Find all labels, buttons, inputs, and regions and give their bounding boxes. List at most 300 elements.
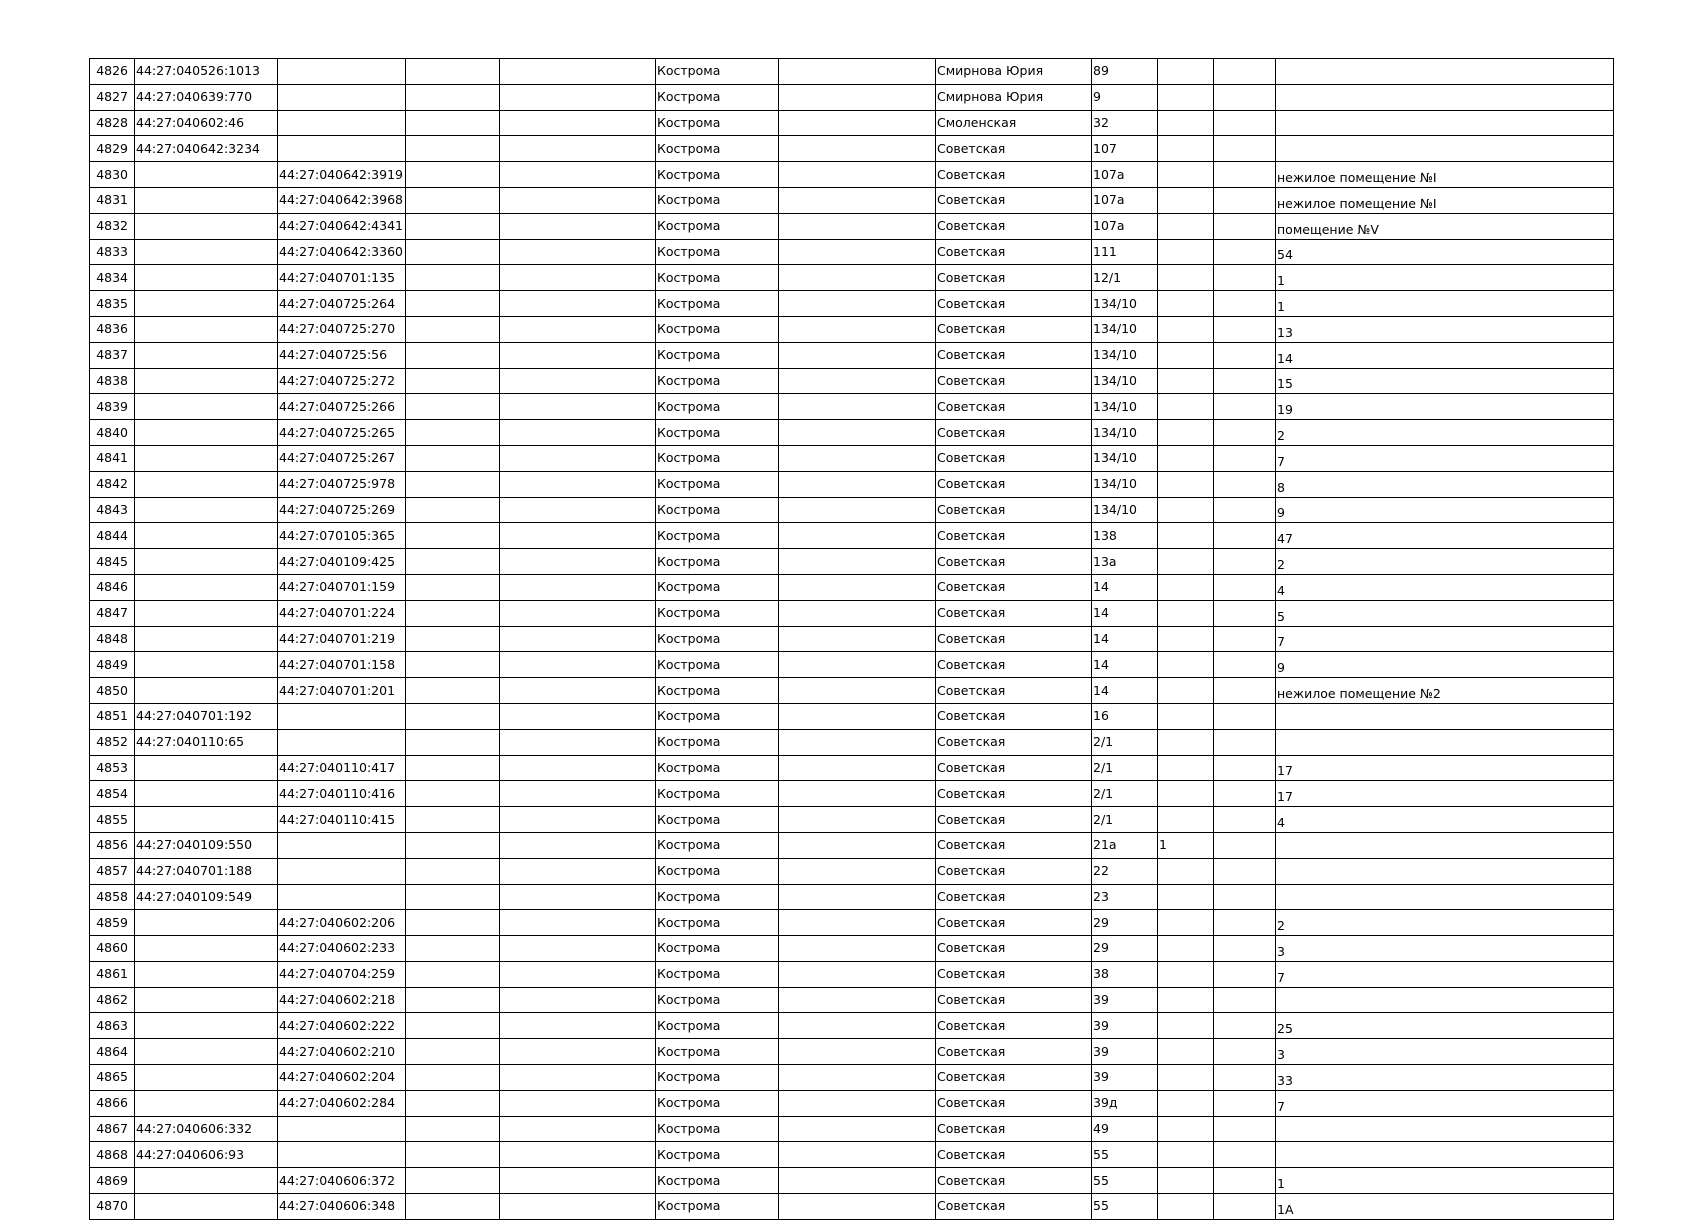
street-cell: Советская <box>936 291 1092 317</box>
table-row <box>90 265 1614 291</box>
building-cell <box>1158 626 1214 652</box>
cadastral-number-land <box>135 394 278 420</box>
building-cell <box>1158 652 1214 678</box>
empty-cell <box>1214 781 1276 807</box>
empty-cell <box>500 368 656 394</box>
house-cell: 13а <box>1092 549 1158 575</box>
table-row <box>90 884 1614 910</box>
premises-cell <box>1276 832 1614 858</box>
city-cell: Кострома <box>656 291 779 317</box>
building-cell <box>1158 858 1214 884</box>
cadastral-number-land <box>135 523 278 549</box>
cadastral-number-land <box>135 1194 278 1220</box>
empty-cell <box>1214 497 1276 523</box>
table-row <box>90 368 1614 394</box>
row-number: 4855 <box>90 807 135 833</box>
table-row <box>90 961 1614 987</box>
street-cell: Смирнова Юрия <box>936 59 1092 85</box>
row-number: 4834 <box>90 265 135 291</box>
house-cell: 134/10 <box>1092 368 1158 394</box>
empty-cell <box>406 1142 500 1168</box>
empty-cell <box>779 678 936 704</box>
house-cell: 134/10 <box>1092 420 1158 446</box>
table-row <box>90 187 1614 213</box>
row-number: 4832 <box>90 213 135 239</box>
cadastral-number-land: 44:27:040109:550 <box>135 832 278 858</box>
empty-cell <box>406 162 500 188</box>
row-number: 4861 <box>90 961 135 987</box>
empty-cell <box>1214 574 1276 600</box>
city-cell: Кострома <box>656 936 779 962</box>
house-cell: 22 <box>1092 858 1158 884</box>
city-cell: Кострома <box>656 523 779 549</box>
empty-cell <box>1214 445 1276 471</box>
city-cell: Кострома <box>656 755 779 781</box>
premises-cell: 47 <box>1276 523 1614 549</box>
table-row <box>90 394 1614 420</box>
empty-cell <box>406 523 500 549</box>
empty-cell <box>1214 291 1276 317</box>
empty-cell <box>1214 316 1276 342</box>
cadastral-number-land <box>135 445 278 471</box>
empty-cell <box>406 961 500 987</box>
cadastral-number-object: 44:27:040725:978 <box>278 471 406 497</box>
cadastral-number-object: 44:27:040110:417 <box>278 755 406 781</box>
table-row <box>90 936 1614 962</box>
empty-cell <box>1214 961 1276 987</box>
city-cell: Кострома <box>656 420 779 446</box>
building-cell <box>1158 1013 1214 1039</box>
cadastral-number-land: 44:27:040526:1013 <box>135 59 278 85</box>
empty-cell <box>406 1194 500 1220</box>
table-row <box>90 213 1614 239</box>
building-cell <box>1158 1039 1214 1065</box>
house-cell: 2/1 <box>1092 729 1158 755</box>
row-number: 4839 <box>90 394 135 420</box>
street-cell: Советская <box>936 781 1092 807</box>
empty-cell <box>779 523 936 549</box>
house-cell: 29 <box>1092 910 1158 936</box>
premises-cell: 1А <box>1276 1194 1614 1220</box>
row-number: 4851 <box>90 703 135 729</box>
house-cell: 134/10 <box>1092 342 1158 368</box>
empty-cell <box>1214 136 1276 162</box>
empty-cell <box>406 394 500 420</box>
table-row <box>90 703 1614 729</box>
empty-cell <box>500 342 656 368</box>
row-number: 4826 <box>90 59 135 85</box>
street-cell: Советская <box>936 549 1092 575</box>
cadastral-number-object: 44:27:040642:3968 <box>278 187 406 213</box>
house-cell: 23 <box>1092 884 1158 910</box>
empty-cell <box>406 265 500 291</box>
cadastral-number-object: 44:27:040725:265 <box>278 420 406 446</box>
premises-cell: 19 <box>1276 394 1614 420</box>
house-cell: 39 <box>1092 1065 1158 1091</box>
register-body <box>90 59 1614 1220</box>
cadastral-number-object: 44:27:040642:3360 <box>278 239 406 265</box>
premises-cell: 1 <box>1276 265 1614 291</box>
empty-cell <box>500 265 656 291</box>
empty-cell <box>779 420 936 446</box>
cadastral-number-land <box>135 291 278 317</box>
row-number: 4864 <box>90 1039 135 1065</box>
table-row <box>90 600 1614 626</box>
building-cell <box>1158 1142 1214 1168</box>
row-number: 4843 <box>90 497 135 523</box>
city-cell: Кострома <box>656 781 779 807</box>
cadastral-number-object: 44:27:040725:264 <box>278 291 406 317</box>
house-cell: 134/10 <box>1092 471 1158 497</box>
city-cell: Кострома <box>656 136 779 162</box>
cadastral-number-object: 44:27:040110:416 <box>278 781 406 807</box>
cadastral-number-object: 44:27:040701:224 <box>278 600 406 626</box>
premises-cell: 17 <box>1276 755 1614 781</box>
table-row <box>90 84 1614 110</box>
table-row <box>90 1065 1614 1091</box>
street-cell: Советская <box>936 316 1092 342</box>
empty-cell <box>500 807 656 833</box>
empty-cell <box>500 987 656 1013</box>
city-cell: Кострома <box>656 1065 779 1091</box>
row-number: 4865 <box>90 1065 135 1091</box>
row-number: 4827 <box>90 84 135 110</box>
house-cell: 134/10 <box>1092 497 1158 523</box>
street-cell: Советская <box>936 1142 1092 1168</box>
empty-cell <box>779 910 936 936</box>
empty-cell <box>500 936 656 962</box>
cadastral-number-object <box>278 858 406 884</box>
empty-cell <box>406 678 500 704</box>
empty-cell <box>1214 187 1276 213</box>
premises-cell: 2 <box>1276 549 1614 575</box>
premises-cell: 4 <box>1276 807 1614 833</box>
document-page <box>89 58 1613 1220</box>
cadastral-number-object: 44:27:040701:219 <box>278 626 406 652</box>
empty-cell <box>1214 910 1276 936</box>
table-row <box>90 1013 1614 1039</box>
cadastral-number-object: 44:27:040701:201 <box>278 678 406 704</box>
empty-cell <box>406 291 500 317</box>
street-cell: Советская <box>936 1168 1092 1194</box>
empty-cell <box>779 858 936 884</box>
empty-cell <box>1214 832 1276 858</box>
row-number: 4860 <box>90 936 135 962</box>
cadastral-number-object: 44:27:040602:284 <box>278 1090 406 1116</box>
empty-cell <box>1214 807 1276 833</box>
empty-cell <box>779 110 936 136</box>
city-cell: Кострома <box>656 445 779 471</box>
street-cell: Советская <box>936 471 1092 497</box>
empty-cell <box>1214 729 1276 755</box>
premises-cell: 15 <box>1276 368 1614 394</box>
empty-cell <box>500 523 656 549</box>
cadastral-number-object <box>278 832 406 858</box>
empty-cell <box>1214 987 1276 1013</box>
empty-cell <box>500 1013 656 1039</box>
premises-cell <box>1276 1116 1614 1142</box>
premises-cell: 9 <box>1276 652 1614 678</box>
empty-cell <box>779 368 936 394</box>
building-cell <box>1158 239 1214 265</box>
cadastral-number-object <box>278 1116 406 1142</box>
cadastral-number-object <box>278 59 406 85</box>
cadastral-number-object: 44:27:040602:206 <box>278 910 406 936</box>
row-number: 4852 <box>90 729 135 755</box>
street-cell: Советская <box>936 497 1092 523</box>
house-cell: 29 <box>1092 936 1158 962</box>
cadastral-number-object <box>278 884 406 910</box>
empty-cell <box>406 549 500 575</box>
cadastral-number-object: 44:27:040606:372 <box>278 1168 406 1194</box>
empty-cell <box>500 239 656 265</box>
cadastral-number-land <box>135 1065 278 1091</box>
house-cell: 16 <box>1092 703 1158 729</box>
house-cell: 9 <box>1092 84 1158 110</box>
premises-cell: 3 <box>1276 936 1614 962</box>
street-cell: Советская <box>936 187 1092 213</box>
building-cell <box>1158 265 1214 291</box>
city-cell: Кострома <box>656 1168 779 1194</box>
street-cell: Советская <box>936 961 1092 987</box>
cadastral-number-land <box>135 420 278 446</box>
house-cell: 107а <box>1092 162 1158 188</box>
row-number: 4859 <box>90 910 135 936</box>
cadastral-number-land <box>135 626 278 652</box>
building-cell <box>1158 549 1214 575</box>
empty-cell <box>1214 420 1276 446</box>
cadastral-number-land: 44:27:040701:192 <box>135 703 278 729</box>
table-row <box>90 652 1614 678</box>
table-row <box>90 1194 1614 1220</box>
table-row <box>90 626 1614 652</box>
house-cell: 55 <box>1092 1194 1158 1220</box>
house-cell: 14 <box>1092 574 1158 600</box>
empty-cell <box>779 239 936 265</box>
row-number: 4869 <box>90 1168 135 1194</box>
city-cell: Кострома <box>656 961 779 987</box>
building-cell <box>1158 342 1214 368</box>
street-cell: Советская <box>936 265 1092 291</box>
city-cell: Кострома <box>656 239 779 265</box>
empty-cell <box>500 187 656 213</box>
street-cell: Советская <box>936 729 1092 755</box>
house-cell: 111 <box>1092 239 1158 265</box>
empty-cell <box>500 471 656 497</box>
empty-cell <box>500 729 656 755</box>
cadastral-number-object: 44:27:070105:365 <box>278 523 406 549</box>
table-row <box>90 162 1614 188</box>
empty-cell <box>779 1039 936 1065</box>
cadastral-number-object: 44:27:040725:270 <box>278 316 406 342</box>
table-row <box>90 755 1614 781</box>
empty-cell <box>779 84 936 110</box>
cadastral-number-object: 44:27:040642:4341 <box>278 213 406 239</box>
city-cell: Кострома <box>656 807 779 833</box>
city-cell: Кострома <box>656 265 779 291</box>
empty-cell <box>1214 342 1276 368</box>
premises-cell <box>1276 987 1614 1013</box>
empty-cell <box>406 445 500 471</box>
row-number: 4828 <box>90 110 135 136</box>
house-cell: 134/10 <box>1092 394 1158 420</box>
empty-cell <box>1214 1013 1276 1039</box>
empty-cell <box>779 1065 936 1091</box>
empty-cell <box>1214 84 1276 110</box>
street-cell: Советская <box>936 420 1092 446</box>
building-cell <box>1158 420 1214 446</box>
house-cell: 39 <box>1092 987 1158 1013</box>
empty-cell <box>779 342 936 368</box>
empty-cell <box>406 703 500 729</box>
building-cell <box>1158 110 1214 136</box>
cadastral-number-land: 44:27:040639:770 <box>135 84 278 110</box>
empty-cell <box>1214 1039 1276 1065</box>
empty-cell <box>500 497 656 523</box>
house-cell: 2/1 <box>1092 781 1158 807</box>
cadastral-number-land <box>135 368 278 394</box>
empty-cell <box>500 394 656 420</box>
empty-cell <box>1214 1065 1276 1091</box>
empty-cell <box>406 1065 500 1091</box>
building-cell <box>1158 807 1214 833</box>
cadastral-number-land <box>135 162 278 188</box>
city-cell: Кострома <box>656 1194 779 1220</box>
empty-cell <box>779 1168 936 1194</box>
table-row <box>90 497 1614 523</box>
cadastral-number-object: 44:27:040725:267 <box>278 445 406 471</box>
cadastral-number-object: 44:27:040602:210 <box>278 1039 406 1065</box>
empty-cell <box>779 600 936 626</box>
city-cell: Кострома <box>656 59 779 85</box>
premises-cell <box>1276 84 1614 110</box>
city-cell: Кострома <box>656 729 779 755</box>
building-cell <box>1158 910 1214 936</box>
empty-cell <box>779 445 936 471</box>
empty-cell <box>406 368 500 394</box>
premises-cell: 14 <box>1276 342 1614 368</box>
building-cell <box>1158 961 1214 987</box>
row-number: 4849 <box>90 652 135 678</box>
city-cell: Кострома <box>656 549 779 575</box>
cadastral-number-object: 44:27:040642:3919 <box>278 162 406 188</box>
building-cell <box>1158 936 1214 962</box>
empty-cell <box>779 807 936 833</box>
cadastral-number-land <box>135 574 278 600</box>
street-cell: Советская <box>936 394 1092 420</box>
building-cell <box>1158 213 1214 239</box>
premises-cell: 2 <box>1276 910 1614 936</box>
premises-cell: 2 <box>1276 420 1614 446</box>
row-number: 4838 <box>90 368 135 394</box>
premises-cell <box>1276 858 1614 884</box>
street-cell: Советская <box>936 678 1092 704</box>
empty-cell <box>779 652 936 678</box>
cadastral-number-object: 44:27:040602:204 <box>278 1065 406 1091</box>
empty-cell <box>779 549 936 575</box>
empty-cell <box>500 1194 656 1220</box>
table-row <box>90 445 1614 471</box>
table-row <box>90 1168 1614 1194</box>
premises-cell <box>1276 703 1614 729</box>
row-number: 4866 <box>90 1090 135 1116</box>
cadastral-number-land <box>135 678 278 704</box>
empty-cell <box>406 781 500 807</box>
city-cell: Кострома <box>656 187 779 213</box>
cadastral-number-object <box>278 136 406 162</box>
table-row <box>90 987 1614 1013</box>
empty-cell <box>779 187 936 213</box>
empty-cell <box>406 884 500 910</box>
empty-cell <box>1214 1090 1276 1116</box>
house-cell: 14 <box>1092 626 1158 652</box>
table-row <box>90 858 1614 884</box>
empty-cell <box>500 136 656 162</box>
empty-cell <box>500 574 656 600</box>
premises-cell: 4 <box>1276 574 1614 600</box>
empty-cell <box>500 316 656 342</box>
cadastral-number-object <box>278 703 406 729</box>
house-cell: 39 <box>1092 1013 1158 1039</box>
city-cell: Кострома <box>656 858 779 884</box>
house-cell: 2/1 <box>1092 755 1158 781</box>
premises-cell <box>1276 729 1614 755</box>
city-cell: Кострома <box>656 213 779 239</box>
row-number: 4867 <box>90 1116 135 1142</box>
premises-cell <box>1276 110 1614 136</box>
cadastral-number-land: 44:27:040606:332 <box>135 1116 278 1142</box>
empty-cell <box>1214 368 1276 394</box>
empty-cell <box>500 1039 656 1065</box>
row-number: 4858 <box>90 884 135 910</box>
house-cell: 89 <box>1092 59 1158 85</box>
city-cell: Кострома <box>656 678 779 704</box>
city-cell: Кострома <box>656 1142 779 1168</box>
empty-cell <box>1214 936 1276 962</box>
empty-cell <box>779 626 936 652</box>
house-cell: 21а <box>1092 832 1158 858</box>
table-row <box>90 59 1614 85</box>
empty-cell <box>1214 213 1276 239</box>
empty-cell <box>779 755 936 781</box>
cadastral-number-land <box>135 239 278 265</box>
city-cell: Кострома <box>656 703 779 729</box>
empty-cell <box>406 858 500 884</box>
city-cell: Кострома <box>656 626 779 652</box>
building-cell <box>1158 187 1214 213</box>
empty-cell <box>500 1116 656 1142</box>
empty-cell <box>779 497 936 523</box>
building-cell <box>1158 729 1214 755</box>
house-cell: 32 <box>1092 110 1158 136</box>
premises-cell <box>1276 59 1614 85</box>
city-cell: Кострома <box>656 884 779 910</box>
house-cell: 2/1 <box>1092 807 1158 833</box>
street-cell: Советская <box>936 1065 1092 1091</box>
row-number: 4837 <box>90 342 135 368</box>
empty-cell <box>406 1090 500 1116</box>
cadastral-number-object: 44:27:040110:415 <box>278 807 406 833</box>
street-cell: Советская <box>936 1090 1092 1116</box>
empty-cell <box>779 1090 936 1116</box>
table-row <box>90 1116 1614 1142</box>
premises-cell: 8 <box>1276 471 1614 497</box>
empty-cell <box>406 136 500 162</box>
house-cell: 14 <box>1092 652 1158 678</box>
cadastral-number-land <box>135 342 278 368</box>
empty-cell <box>1214 755 1276 781</box>
empty-cell <box>779 987 936 1013</box>
